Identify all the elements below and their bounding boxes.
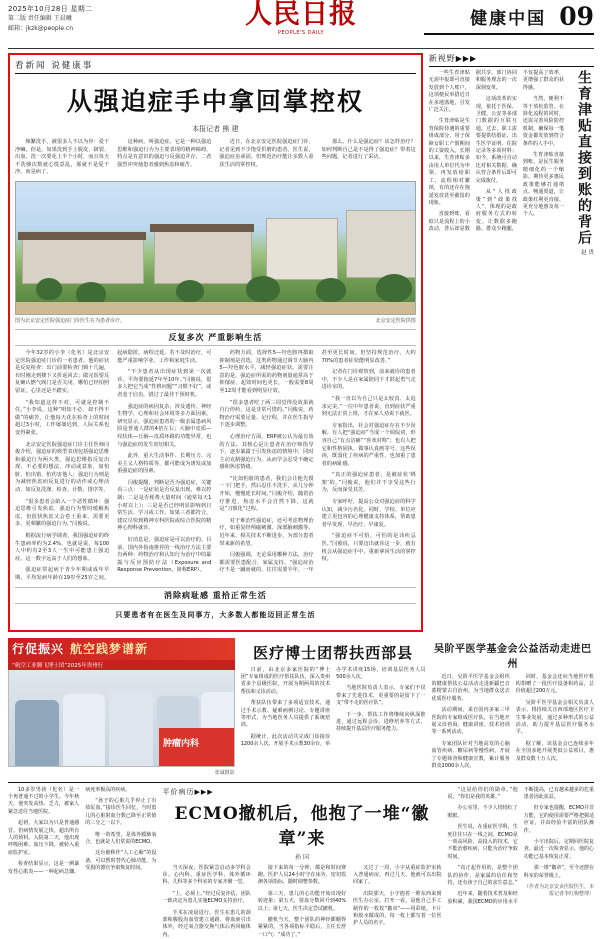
banner-title-left: 行促振兴 [12, 642, 65, 657]
top-zone [8, 53, 594, 632]
paragraph: 起初，大家以为只是普通感冒。但病情发展之快，超出所有人的预料。入院第二天，他出现呼吸困难、血压下降，被转入重症监护室。 [8, 820, 80, 856]
paragraph: 强迫症常起病于青少年期或成年早期，平均发病年龄在19岁至25岁之间。起病隐匿，病程迁延，若不及时治疗，可能严重影响学业、工作和家庭生活。 [15, 349, 212, 581]
paragraph: 这项改革的实现，依托于医保、卫健、公安等多部门数据的互联互通。过去，职工需要提供结婚证、出生医学证明、住院记录等多项材料；如今，系统可自动比对相关数据，确认符合条件后即可完成拨付。 [475, 96, 517, 184]
lead-photo-credit: 北京安定医院供图 [375, 317, 416, 324]
paragraph: 直接到账，看似只是流程上的小改动，背后却是数据共享、部门协同和服务理念的一次深刻变革。 [428, 70, 517, 233]
section-header [424, 2, 594, 35]
paragraph: “比如怕脏的患者，我们会让他先摸一下门把手，然后忍住不洗手，从几分钟开始，慢慢延长时间。”闫俊介绍，随着治疗推进，焦虑水平会自然下降，这就是“习惯化”过程。 [219, 475, 314, 513]
paragraph: 这种病，叫强迫症。它是一种以强迫思维和强迫行为为主要表现的精神障碍，特点是有意识的强迫与反强迫并存，二者强烈冲突使患者感到焦虑和痛苦。 [117, 139, 212, 168]
mid-right-article [432, 638, 594, 776]
paragraph: 出院那天，小宇抱着一堆东西来到医生办公室。打开一看，是他自己手工制作的一枚枚“徽章”——用彩纸、卡片和胶水做成的，每一枚上都写着一位医护人员的名字。 [353, 890, 442, 927]
right-column [429, 53, 594, 632]
mid-article [241, 638, 426, 776]
mid-right-body [432, 674, 594, 771]
paragraph: 医生说，在重症医学科，生死往往只在一线之间。ECMO是一项高风险、高投入的技术，它不能治愈疾病，只能为治疗争取时间。 [447, 824, 518, 860]
paragraph: 近日，吴阶平医学基金会组织的健康帮扶公益活动走进新疆巴音郭楞蒙古自治州，为当地群众送去优质医疗服务。 [431, 673, 510, 702]
paragraph: 当天深夜，医院紧急启动多学科会诊。心内科、重症医学科、体外循环科、儿科等多个科室的专家齐聚一堂。 [162, 864, 251, 886]
paragraph: 办公室里，不少人悄悄红了眼眶。 [447, 805, 518, 819]
middle-zone [8, 638, 594, 776]
right-vertical-title: 生育津贴直接到账的背后 [576, 70, 592, 246]
paragraph: 近日，在北京安定医院强迫症门诊，记者见到不少饱受折磨的患者。医生说，强迫症虽顽固，但规范治疗能让多数人重获生活的掌控权。 [219, 139, 314, 168]
paragraph: “真正起作用的，是整个团队的协作，是家属的信任和坚持，还有孩子自己的求生意志。” [447, 865, 518, 887]
paragraph: 专家团队针对当地高发的心脑血管疾病、糖尿病等慢性病，开展了专题筛查和健康宣教，累计服务群众2000余人次。 [431, 740, 510, 770]
paragraph: 那么，什么是强迫症？该怎样治疗？如何判断自己是不是得了强迫症？带着这些问题，记者进行了采访。 [321, 139, 416, 161]
paragraph: 那一堆“徽章”，至今还摆在科室的荣誉墙上。 [523, 865, 594, 879]
mid-article-title: 医疗博士团帮扶西部县 [253, 643, 414, 662]
paragraph: 同时，基金会还向当地医疗机构捐赠了一批医疗设备和药品，总价值超过200万元。 [515, 673, 594, 695]
right-kicker: 新视野▶▶▶ [429, 53, 594, 67]
paper-logo [245, 0, 357, 36]
paragraph: 今年32岁的小李（化名）是北京安定医院强迫症门诊的一名患者。他的症状是反复检查：出门前要检查门锁十几遍，有时刚走到楼下又折返回去；做完饭要反复确认燃气阀门是否关闭，哪怕已经拍照留证，心里还是不踏实。 [15, 349, 110, 394]
masthead [8, 0, 594, 49]
lead-photo [15, 181, 416, 315]
paragraph: 当地医院负责人表示，专家们不仅带来了先进技术，更重要的是留下了一支“带不走的医疗队”。 [336, 685, 426, 707]
section-rule [424, 33, 594, 35]
bottom-kicker: 平价病历▶▶▶ [162, 787, 214, 796]
paragraph: 频繁洗手，被很多人不以为异：爱干净嘛。但是，如果洗到手上脱皮、皲裂、出血，洗一次要花上半个小时，而且每天不洗够次数就心慌意乱，那就不是爱干净，而是病了。 [15, 139, 110, 176]
paragraph: 唯一的希望，是体外膜肺氧合，也就是人们常说的ECMO。 [85, 831, 157, 846]
paragraph: 专家呼吁，提高公众对强迫症的科学认知，减少污名化。同时，学校、单位应建立更包容的心理健康支持体系，帮助患者早发现、早治疗、早康复。 [321, 499, 416, 528]
paragraph: “这是给你们的勋章。”他说，“你们是我的英雄。” [447, 786, 518, 800]
paragraph: 小宇出院后，定期回医院复查。最近一次检查显示，他的心功能已基本恢复正常。 [523, 839, 594, 860]
paragraph: “很多患者吃了两三周觉得没效果就自行停药，这是非常可惜的。”闫俊说，药物治疗需要足量、足疗程，并在医生指导下逐步调整。 [219, 399, 314, 429]
paragraph: “很多患者会陷入一个恶性循环：强迫思维引发焦虑，强迫行为暂时缓解焦虑，但很快焦虑又会卷土重来，需要更多、更频繁的强迫行为。”闫俊说。 [15, 498, 110, 528]
promo-banner [8, 638, 235, 776]
paragraph: 吴阶平医学基金会相关负责人表示，将持续关注西部地区医疗卫生事业发展，通过多种形式的公益活动，助力提升基层医疗服务水平。 [515, 699, 594, 736]
bottom-title: ECMO撤机后，他抱了一堆“徽章”来 [174, 803, 430, 849]
bottom-signature: （作者为北京安贞医院医生，本报记者李红梅整理） [523, 884, 594, 898]
paragraph: “我知道这样不对，可就是控制不住。”小李说，这种“明知不必、却不得不做”的痛苦，让他每天花在检查上的时间超过3小时，工作屡屡迟到，人际关系也变得紧张。 [15, 399, 110, 436]
lead-headline: 从强迫症手中拿回掌控权 [66, 87, 364, 116]
paper-name: 人民日报 [245, 0, 357, 30]
paragraph: 日前，由北京多家医院的“博士团”专家组成的医疗帮扶队伍，深入贵州省多个县级医院，开展为期两周的技术帮扶和义诊活动。 [240, 666, 331, 695]
paragraph: 此外，重大生活事件、长期压力、完美主义人格特质等，都可能成为诱发或加重强迫症的因素。 [117, 453, 212, 475]
paragraph: 撤机当天，整个团队的神经都绷得紧紧的。当各项指标平稳后，主任长舒一口气：“成功了。” [257, 917, 347, 938]
lead-subhead-3: 只要患者有在医生及同事方，大多数人都能迈回正常生活 [115, 609, 316, 619]
paragraph: 从“人找政策”到“政策找人”，体现的是政府服务方式的转变。让数据多跑路、群众少跑腿，不仅提高了效率，更增强了群众的获得感。 [475, 70, 564, 233]
paragraph: “孩子的心脏几乎停止了有效泵血。”接诊医生回忆，当时患儿的心脏射血分数已降至正常值的三分之一以下。 [85, 798, 157, 827]
masthead-info [8, 4, 92, 34]
right-body [429, 70, 564, 246]
mid-right-title: 吴阶平医学基金会公益活动走进巴州 [434, 643, 592, 670]
bottom-left-body [8, 787, 156, 939]
paragraph: 据了解，该基金会已连续多年在全国多地开展类似公益项目，惠及群众数十万人次。 [515, 740, 594, 762]
lead-body-top [15, 139, 416, 177]
paragraph: 又过了一周，小宇从重症监护室转入普通病房。再过几天，他就可以出院回家了。 [353, 864, 442, 886]
paragraph: 药物方面，选择性5—羟色胺再摄取抑制剂是首选。这类药物通过调节大脑内5—羟色胺水平，减轻强迫症状。需要注意的是，强迫症所需的药物剂量通常高于抑郁症，起效时间也更长，一般需要8周至12周才能看到明显疗效。 [219, 349, 314, 394]
lead-photo-caption: 图为北京安定医院强迫症门诊医生在为患者诊疗。 [15, 317, 126, 324]
lead-photo-wrap [15, 181, 416, 324]
section-title: 健康中国 [470, 9, 547, 29]
paragraph: 强迫症的病因复杂，涉及遗传、神经生物学、心理和社会环境等多方面因素。研究显示，强迫症患者的一级亲属患病风险是普通人群的4倍左右；大脑中皮质—纹状体—丘脑—皮质环路的功能异常，也与强迫症的发生密切相关。 [117, 403, 212, 448]
lead-kicker: 看新闻 说健康事 [15, 59, 416, 74]
masthead-email: 邮箱：jkzk@people.cn [8, 25, 74, 32]
right-body-wrap [429, 70, 594, 246]
page-number: 09 [559, 2, 594, 31]
banner-photo: 肿瘤内科 [8, 670, 235, 767]
bottom-zone [8, 787, 594, 939]
section-divider [8, 782, 594, 783]
lead-subhead-1: 反复多次 严重影响生活 [15, 329, 416, 346]
bottom-feature [162, 787, 441, 939]
paragraph: 下一步，帮扶工作将继续向纵深推进，通过远程会诊、进修培养等方式，持续提升基层医疗服务能力。 [336, 711, 426, 733]
paragraph: “上，必须上。”经过反复评估，团队一致决定为患儿实施ECMO支持治疗。 [162, 890, 251, 905]
lead-subhead-2: 消除病耻感 重拾正常生活 [15, 587, 416, 604]
paragraph: 近年来，随着技术普及和经验积累，我国ECMO的应用水平不断提高，已有越来越多的危重患者因此获益。 [447, 786, 594, 905]
paragraph: 接下来的每一分钟，都是和时间赛跑。医护人员24小时守在床旁，密切监测各项指标，随时调整参数。 [257, 864, 347, 886]
lead-byline: 本报记者 熊 建 [192, 125, 239, 133]
paragraph: 生育津贴直接到账，是民生服务精细化的一个缩影。期待更多惠民政策能够打通堵点、畅通渠道，让政策红利更直接、更充分地惠及每一个人。 [522, 152, 564, 218]
paragraph: 据统计，此次活动共完成门诊接诊1200余人次，开展手术示教30余台，举办学术讲座15场，培训基层医务人员500余人次。 [240, 666, 426, 748]
paragraph: “强迫症不可怕，可怕的是讳疾忌医。”闫俊说，只要迈出就诊这一步，就有机会从强迫症手中，重新拿回生活的掌控权。 [321, 533, 416, 563]
paragraph: “真正的强迫症患者，是被症状‘绑架’的。”闫俊说，他们并不享受这些行为，反而深受其苦。 [321, 472, 416, 494]
masthead-date: 2025年10月28日 星期二 [8, 5, 93, 13]
paragraph: 活动期间，来自国内多家三甲医院的专家组成医疗队，在当地开展义诊咨询、健康讲座、技术培训等一系列活动。 [431, 707, 510, 736]
bottom-byline: 孙 国 [295, 853, 309, 861]
banner-caption: 张诚摄影 [214, 769, 235, 776]
paragraph: “不少患者从出现症状到第一次就诊，平均要拖延7年至10年。”闫俊说，很多人把它当成“性格问题”“习惯不好”，或者羞于启齿，错过了最佳干预时机。 [117, 369, 212, 398]
paragraph: 第三天，患儿的心功能开始出现好转迹象；第五天，射血分数回升到40%以上；第七天，医生决定尝试撤机。 [257, 890, 347, 912]
paragraph: 对于难治性强迫症，还可考虑物理治疗，如重复经颅磁刺激、深部脑刺激等。近年来，相关技术不断进步，为部分患者带来新的希望。 [219, 517, 314, 547]
banner-title-bar [8, 638, 235, 660]
mid-article-body [241, 667, 426, 749]
banner-subtitle: “航空工业腾飞博士团”2025年贵州行 [8, 660, 235, 670]
paragraph: 北京安定医院强迫症门诊主任医师闫俊介绍，强迫症的典型表现包括强迫思维和强迫行为两大类。强迫思维指反复出现、不必要的想法、冲动或意象，如怕脏、怕出错、怕伤害他人；强迫行为则是为减轻焦虑而反复进行的动作或心理活动，如反复洗涤、检查、计数、排序等。 [15, 441, 110, 494]
bottom-body [162, 865, 441, 939]
banner-title-right: 航空践梦谱新 [70, 642, 149, 657]
lead-article [8, 53, 423, 632]
paragraph: 但专家也提醒，ECMO并非万能，它的使用需要严格把握适应证，并由经验丰富的团队操作。 [523, 805, 594, 834]
paragraph: 闫俊提醒，判断是否为强迫症，关键看三点：一是症状是否反复出现、难以控制；二是是否耗费大量时间（通常每天1小时以上）；三是是否已经明显影响到日常生活、学习或工作。如果三者都符合，建议尽快到精神专科医院或综合医院的精神心理科就诊。 [117, 479, 212, 532]
right-signature: 赵 贵 [581, 250, 594, 256]
paragraph: 帮扶队伍带来了多项适宜技术，通过手术示教、疑难病例讨论、专题讲座等形式，为当地医务人员提供了系统培训。 [240, 700, 331, 729]
paragraph: 好消息是，强迫症是可以治疗的。目前，国内外指南推荐的一线治疗方法主要有两种：药物治疗和认知行为治疗中的暴露与反应预防疗法（Exposure and Response Prevention，简称ERP）。 [117, 537, 212, 574]
paragraph: 这台被称作“人工心肺”的设备，可以暂时替代心肺功能，为受损的器官争取恢复时间。 [85, 850, 157, 872]
paper-name-en: PEOPLE'S DAILY [277, 30, 325, 36]
paragraph: 检查结果显示，这是一例暴发性心肌炎——一种起病急骤、病死率极高的疾病。 [8, 786, 131, 875]
bottom-right-body [448, 787, 594, 939]
paragraph: 专家指出，社会对强迫症存在不少误解。有人把“强迫症”当成一个调侃词，形容自己“有点洁癖”“喜欢对称”；也有人把它和性格固执、做事认真画等号。这些误读，既弱化了疾病的严重性，也加重了患者的病耻感。 [321, 422, 416, 467]
paragraph: 闫俊强调，无论采用哪种方法，治疗都需要医患配合、家属支持。“强迫症治疗不是一蹴而就的，往往需要半年、一年甚至更长时间。但坚持规范治疗，大约70%的患者症状能明显改善。” [219, 349, 416, 574]
paragraph: “我一直以为自己只是太较真、太追求完美。”一位中年患者说，直到症状严重到无法正常上班，才在家人劝说下就医。 [321, 395, 416, 418]
lead-body-main [15, 350, 416, 583]
paragraph: 手术在凌晨进行。医生在患儿的颈部和腹股沟血管建立通路，将血液引出体外，经过氧合器交换气体后再回输体内。 [162, 909, 251, 938]
paragraph: 生育津贴是生育保险待遇的重要组成部分，用于保障女职工产假期间的工资收入。长期以来，生育津贴多由用人单位代为申领、再发放给职工，流程相对繁琐，有的还存在拖延发放甚至截留的现象。 [428, 118, 470, 206]
paragraph: 心理治疗方面，ERP被公认为最有效的方法。其核心是让患者在治疗师指导下，逐步暴露于引发焦虑的情境中，同时主动克制强迫行为，从而学会忍受不确定感和焦虑情绪。 [219, 433, 314, 471]
paragraph: 10多岁男孩（化名）是一个再普通不过的小学生。今年秋天，他突发高热、乏力，被家人紧急送往当地医院。 [8, 786, 80, 815]
paragraph: 记者在门诊观察到，前来就诊的患者中，不少人是在家属陪同下才鼓起勇气走进诊室的。 [321, 369, 416, 391]
masthead-editor: 第二版 责任编辑 王晨曦 [8, 15, 72, 22]
paragraph: 根据流行病学调查，我国强迫症的终生患病率约为2.4%，也就是说，每100人中约有2至3人一生中可能患上强迫症。这一数字远高于人们的想象。 [15, 533, 110, 562]
paragraph: 一些生育津贴无需申报即可直接发放到个人账户，这项便民举措近日在多地落地，引发广泛关注。 [428, 70, 470, 114]
paragraph: 当然，便利不等于放松监管。在简化流程的同时，还需完善风险防控机制，确保每一笔资金都发放到符合条件的人手中。 [522, 96, 564, 147]
